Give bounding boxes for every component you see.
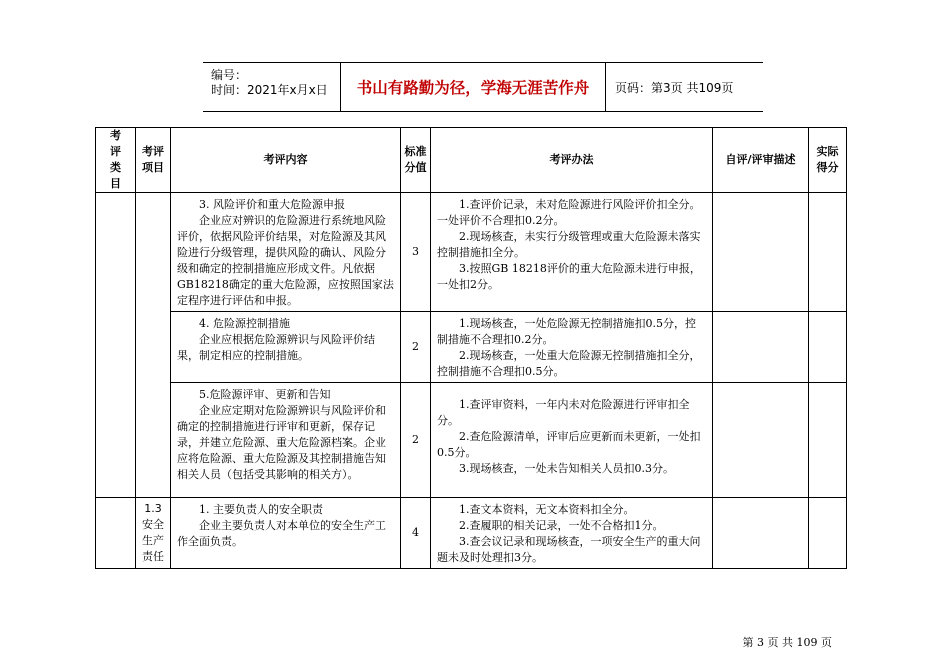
project-cell: 1.3安全生产责任 [136, 498, 171, 569]
col-header-project: 考评项目 [136, 128, 171, 193]
actual-score-cell[interactable] [809, 498, 847, 569]
method-item: 1.查文本资料，无文本资料扣全分。 [459, 503, 635, 516]
page-info: 页码：第3页 共109页 [615, 80, 734, 95]
col-header-content: 考评内容 [171, 128, 401, 193]
review-cell[interactable] [713, 498, 809, 569]
content-title: 5.危险源评审、更新和告知 [199, 388, 331, 401]
method-item: 2.现场核查，未实行分级管理或重大危险源未落实控制措施扣全分。 [437, 230, 701, 259]
method-item: 2.查履职的相关记录，一处不合格扣1分。 [459, 519, 664, 532]
actual-score-cell[interactable] [809, 383, 847, 498]
table-row [96, 312, 847, 383]
category-cell [96, 193, 136, 498]
content-cell [171, 312, 401, 383]
content-text: 企业主要负责人对本单位的安全生产工作全面负责。 [177, 519, 386, 548]
method-item: 3.查会议记录和现场核查，一项安全生产的重大问题未及时处理扣3分。 [437, 535, 701, 564]
content-text: 企业应根据危险源辨识与风险评价结果，制定相应的控制措施。 [177, 333, 375, 362]
method-item: 1.查评审资料，一年内未对危险源进行评审扣全分。 [437, 398, 690, 427]
time-label: 时间：2021年x月x日 [211, 83, 328, 97]
content-cell [171, 383, 401, 498]
col-header-actual-score: 实际得分 [809, 128, 847, 193]
method-cell [431, 498, 713, 569]
table-header-row [96, 128, 847, 193]
score-cell: 2 [401, 383, 431, 498]
method-cell [431, 312, 713, 383]
method-item: 3.按照GB 18218评价的重大危险源未进行申报，一处扣2分。 [437, 262, 701, 291]
col-header-category: 考评类目 [96, 128, 136, 193]
content-title: 4. 危险源控制措施 [199, 317, 290, 330]
score-cell: 3 [401, 193, 431, 312]
review-cell[interactable] [713, 193, 809, 312]
method-item: 2.查危险源清单，评审后应更新而未更新，一处扣0.5分。 [437, 430, 701, 459]
method-cell [431, 193, 713, 312]
content-cell [171, 498, 401, 569]
table-row [96, 193, 847, 312]
content-text: 企业应对辨识的危险源进行系统地风险评价，依据风险评价结果，对危险源及其风险进行分级管理，提供风险的确认、风险分级和确定的控制措施应形成文件。凡依据GB18218确定的重大危险源，应按照国家法定程序进行评估和申报。 [177, 214, 394, 307]
score-cell: 2 [401, 312, 431, 383]
assessment-table [95, 127, 847, 569]
category-cell [96, 498, 136, 569]
col-header-method: 考评办法 [431, 128, 713, 193]
content-title: 3. 风险评价和重大危险源申报 [199, 198, 345, 211]
project-cell [136, 193, 171, 498]
page-footer: 第 3 页 共 109 页 [742, 636, 832, 649]
number-label: 编号： [211, 68, 248, 82]
content-text: 企业应定期对危险源辨识与风险评价和确定的控制措施进行评审和更新，保存记录，并建立危险源、重大危险源档案。企业应将危险源、重大危险源及其控制措施告知相关人员（包括受其影响的相关方）。 [177, 404, 386, 481]
motto: 书山有路勤为径，学海无涯苦作舟 [341, 63, 606, 111]
review-cell[interactable] [713, 312, 809, 383]
table-row [96, 498, 847, 569]
method-cell [431, 383, 713, 498]
col-header-score: 标准分值 [401, 128, 431, 193]
method-item: 3.现场核查，一处未告知相关人员扣0.3分。 [459, 462, 674, 475]
content-title: 1. 主要负责人的安全职责 [199, 503, 323, 516]
method-item: 1.现场核查，一处危险源无控制措施扣0.5分，控制措施不合理扣0.2分。 [437, 317, 696, 346]
score-cell: 4 [401, 498, 431, 569]
actual-score-cell[interactable] [809, 312, 847, 383]
page-header [203, 62, 763, 112]
actual-score-cell[interactable] [809, 193, 847, 312]
header-meta [203, 63, 341, 111]
content-cell [171, 193, 401, 312]
method-item: 1.查评价记录，未对危险源进行风险评价扣全分。一处评价不合理扣0.2分。 [437, 198, 701, 227]
table-row [96, 383, 847, 498]
method-item: 2.现场核查，一处重大危险源无控制措施扣全分，控制措施不合理扣0.5分。 [437, 349, 701, 378]
col-header-review: 自评/评审描述 [713, 128, 809, 193]
review-cell[interactable] [713, 383, 809, 498]
